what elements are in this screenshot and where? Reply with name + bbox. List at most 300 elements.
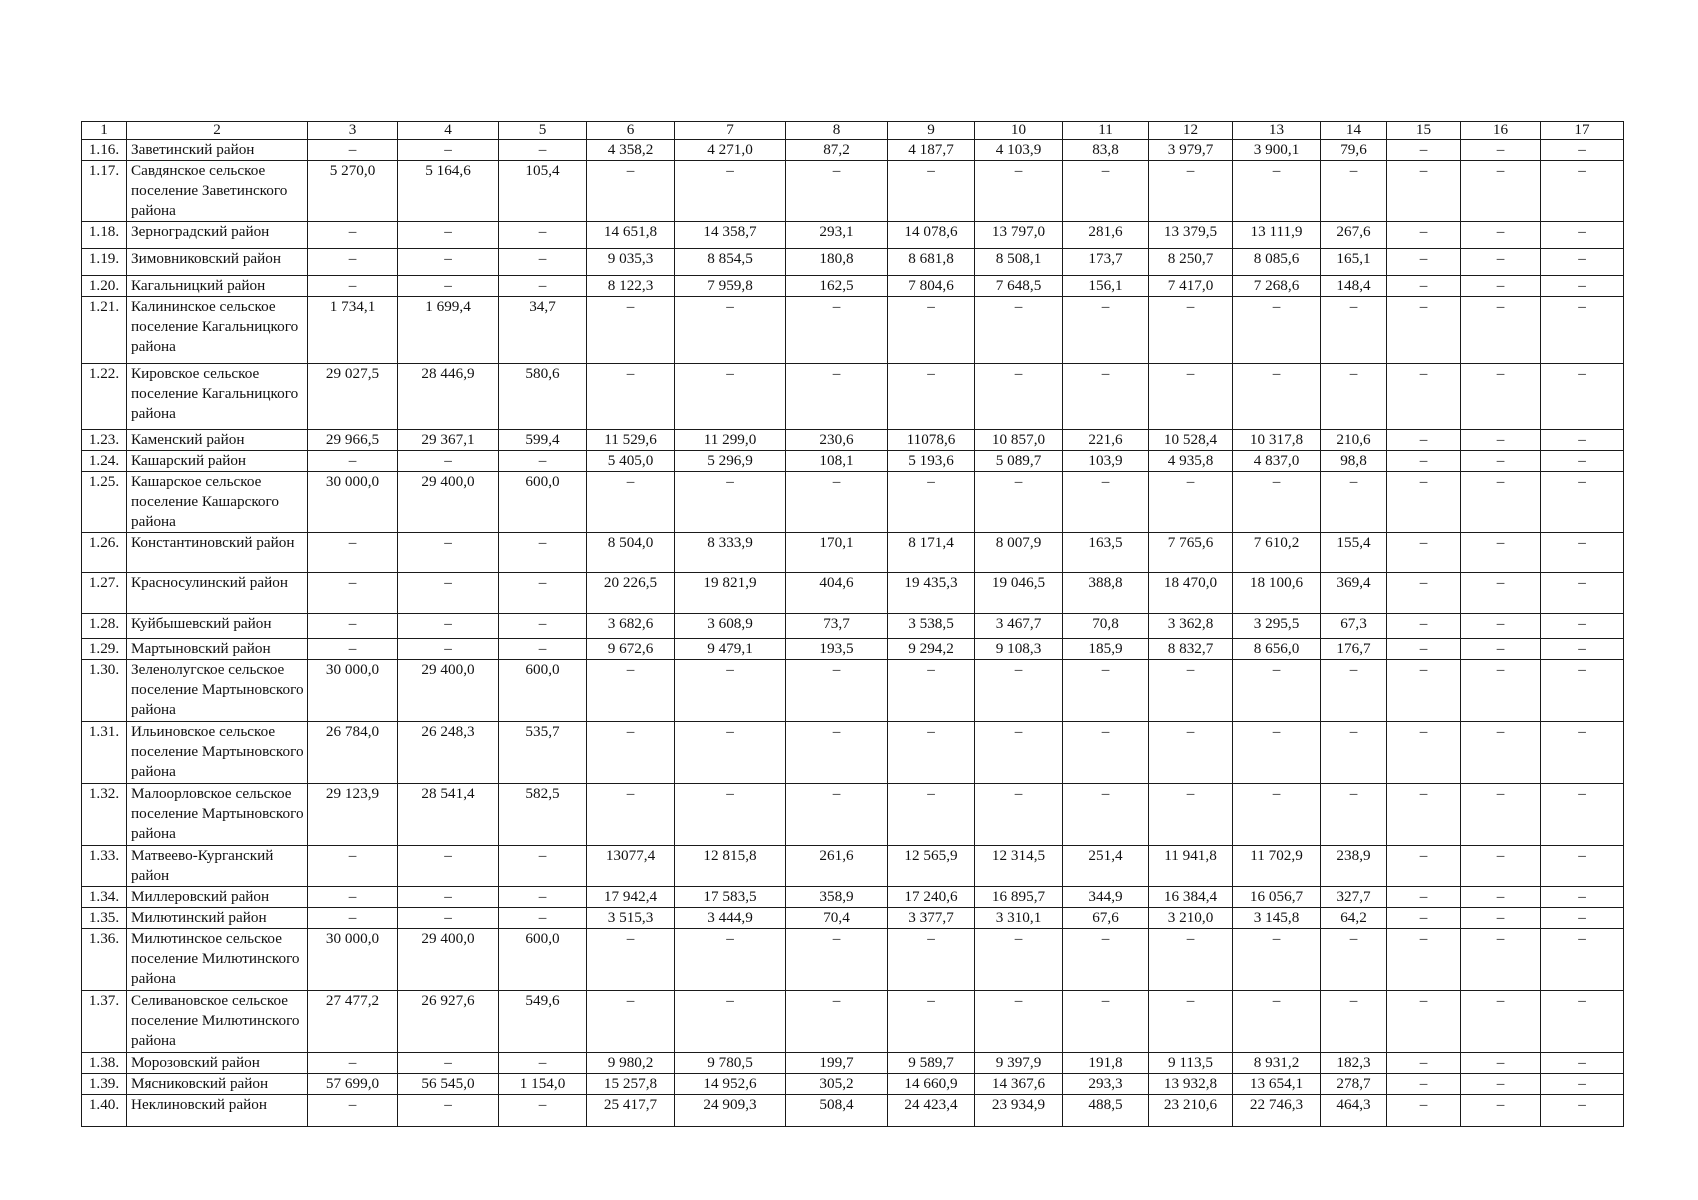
value-cell: 170,1 [786, 533, 888, 573]
value-cell: – [1233, 991, 1321, 1053]
value-cell: 7 268,6 [1233, 276, 1321, 297]
value-cell: 18 100,6 [1233, 573, 1321, 614]
district-name-cell: Савдянское сельское поселение Заветинского района [127, 161, 308, 222]
value-cell: 369,4 [1321, 573, 1387, 614]
value-cell: 176,7 [1321, 639, 1387, 660]
value-cell: 4 935,8 [1149, 451, 1233, 472]
district-name-cell: Ильиновское сельское поселение Мартыновского района [127, 722, 308, 784]
value-cell: 26 927,6 [398, 991, 499, 1053]
value-cell: – [1233, 161, 1321, 222]
table-row [82, 846, 1624, 887]
value-cell: 9 479,1 [675, 639, 786, 660]
value-cell: 163,5 [1063, 533, 1149, 573]
row-number-cell: 1.37. [82, 991, 127, 1053]
value-cell: – [499, 533, 587, 573]
value-cell: 5 405,0 [587, 451, 675, 472]
value-cell: 9 035,3 [587, 249, 675, 276]
value-cell: 3 444,9 [675, 908, 786, 929]
district-name-cell: Милютинский район [127, 908, 308, 929]
table-row [82, 991, 1624, 1053]
value-cell: 8 085,6 [1233, 249, 1321, 276]
value-cell: – [308, 451, 398, 472]
table-row [82, 784, 1624, 846]
value-cell: – [1541, 140, 1624, 161]
value-cell: 5 193,6 [888, 451, 975, 472]
value-cell: 1 154,0 [499, 1074, 587, 1095]
value-cell: 8 171,4 [888, 533, 975, 573]
value-cell: 11 941,8 [1149, 846, 1233, 887]
row-number-cell: 1.33. [82, 846, 127, 887]
value-cell: 582,5 [499, 784, 587, 846]
row-number-cell: 1.24. [82, 451, 127, 472]
value-cell: 3 979,7 [1149, 140, 1233, 161]
value-cell: – [1387, 887, 1461, 908]
value-cell: – [1063, 660, 1149, 722]
column-number-header: 14 [1321, 122, 1387, 140]
value-cell: – [975, 722, 1063, 784]
value-cell: 103,9 [1063, 451, 1149, 472]
value-cell: 7 610,2 [1233, 533, 1321, 573]
value-cell: 191,8 [1063, 1053, 1149, 1074]
column-number-header: 6 [587, 122, 675, 140]
value-cell: 165,1 [1321, 249, 1387, 276]
value-cell: – [1461, 297, 1541, 364]
value-cell: 9 672,6 [587, 639, 675, 660]
value-cell: – [308, 887, 398, 908]
value-cell: – [675, 364, 786, 430]
value-cell: – [1541, 451, 1624, 472]
row-number-cell: 1.19. [82, 249, 127, 276]
value-cell: – [786, 660, 888, 722]
value-cell: – [1541, 846, 1624, 887]
row-number-cell: 1.21. [82, 297, 127, 364]
value-cell: – [1387, 140, 1461, 161]
value-cell: 22 746,3 [1233, 1095, 1321, 1127]
value-cell: – [587, 297, 675, 364]
table-row [82, 887, 1624, 908]
district-name-cell: Миллеровский район [127, 887, 308, 908]
value-cell: 14 358,7 [675, 222, 786, 249]
value-cell: 16 384,4 [1149, 887, 1233, 908]
value-cell: – [1461, 140, 1541, 161]
value-cell: – [1387, 276, 1461, 297]
table-row [82, 222, 1624, 249]
value-cell: 11 702,9 [1233, 846, 1321, 887]
value-cell: 30 000,0 [308, 660, 398, 722]
value-cell: – [1321, 722, 1387, 784]
value-cell: 8 333,9 [675, 533, 786, 573]
value-cell: – [1461, 276, 1541, 297]
value-cell: 267,6 [1321, 222, 1387, 249]
value-cell: – [308, 140, 398, 161]
value-cell: 162,5 [786, 276, 888, 297]
value-cell: 8 681,8 [888, 249, 975, 276]
value-cell: 3 538,5 [888, 614, 975, 639]
value-cell: – [675, 784, 786, 846]
value-cell: – [1387, 784, 1461, 846]
value-cell: – [398, 846, 499, 887]
value-cell: – [1541, 533, 1624, 573]
district-name-cell: Милютинское сельское поселение Милютинского района [127, 929, 308, 991]
value-cell: 535,7 [499, 722, 587, 784]
value-cell: 29 367,1 [398, 430, 499, 451]
value-cell: 261,6 [786, 846, 888, 887]
value-cell: 464,3 [1321, 1095, 1387, 1127]
value-cell: – [1387, 908, 1461, 929]
value-cell: 70,8 [1063, 614, 1149, 639]
value-cell: 281,6 [1063, 222, 1149, 249]
header-row [82, 122, 1624, 140]
district-name-cell: Каменский район [127, 430, 308, 451]
value-cell: 13 379,5 [1149, 222, 1233, 249]
value-cell: – [398, 573, 499, 614]
value-cell: 30 000,0 [308, 929, 398, 991]
value-cell: – [308, 908, 398, 929]
value-cell: – [1233, 660, 1321, 722]
value-cell: 12 815,8 [675, 846, 786, 887]
row-number-cell: 1.25. [82, 472, 127, 533]
value-cell: 3 467,7 [975, 614, 1063, 639]
value-cell: – [1541, 222, 1624, 249]
value-cell: 4 358,2 [587, 140, 675, 161]
row-number-cell: 1.34. [82, 887, 127, 908]
value-cell: 14 952,6 [675, 1074, 786, 1095]
value-cell: – [786, 297, 888, 364]
district-name-cell: Морозовский район [127, 1053, 308, 1074]
value-cell: 29 123,9 [308, 784, 398, 846]
value-cell: 26 784,0 [308, 722, 398, 784]
value-cell: – [975, 364, 1063, 430]
value-cell: 56 545,0 [398, 1074, 499, 1095]
value-cell: 251,4 [1063, 846, 1149, 887]
value-cell: – [1321, 472, 1387, 533]
district-name-cell: Заветинский район [127, 140, 308, 161]
value-cell: – [587, 161, 675, 222]
value-cell: 230,6 [786, 430, 888, 451]
value-cell: 19 046,5 [975, 573, 1063, 614]
value-cell: – [1541, 1074, 1624, 1095]
value-cell: 67,6 [1063, 908, 1149, 929]
value-cell: – [1461, 929, 1541, 991]
value-cell: – [1149, 784, 1233, 846]
value-cell: 4 271,0 [675, 140, 786, 161]
value-cell: 344,9 [1063, 887, 1149, 908]
value-cell: – [975, 297, 1063, 364]
value-cell: – [675, 722, 786, 784]
value-cell: 10 857,0 [975, 430, 1063, 451]
column-number-header: 17 [1541, 122, 1624, 140]
value-cell: – [1387, 161, 1461, 222]
value-cell: 1 734,1 [308, 297, 398, 364]
value-cell: 13077,4 [587, 846, 675, 887]
table-row [82, 533, 1624, 573]
value-cell: – [1541, 722, 1624, 784]
value-cell: 5 089,7 [975, 451, 1063, 472]
value-cell: 29 400,0 [398, 660, 499, 722]
value-cell: – [1541, 472, 1624, 533]
value-cell: – [499, 908, 587, 929]
row-number-cell: 1.35. [82, 908, 127, 929]
district-name-cell: Куйбышевский район [127, 614, 308, 639]
row-number-cell: 1.27. [82, 573, 127, 614]
value-cell: – [975, 161, 1063, 222]
value-cell: – [1541, 249, 1624, 276]
value-cell: – [1387, 929, 1461, 991]
value-cell: 3 900,1 [1233, 140, 1321, 161]
value-cell: – [499, 1095, 587, 1127]
district-name-cell: Зерноградский район [127, 222, 308, 249]
value-cell: – [888, 660, 975, 722]
table-row [82, 364, 1624, 430]
value-cell: 17 240,6 [888, 887, 975, 908]
value-cell: 17 942,4 [587, 887, 675, 908]
district-name-cell: Неклиновский район [127, 1095, 308, 1127]
value-cell: 10 317,8 [1233, 430, 1321, 451]
value-cell: 15 257,8 [587, 1074, 675, 1095]
value-cell: 28 541,4 [398, 784, 499, 846]
value-cell: – [786, 929, 888, 991]
value-cell: – [1387, 573, 1461, 614]
value-cell: – [398, 276, 499, 297]
value-cell: – [499, 140, 587, 161]
value-cell: – [308, 1053, 398, 1074]
value-cell: 358,9 [786, 887, 888, 908]
value-cell: 508,4 [786, 1095, 888, 1127]
row-number-cell: 1.28. [82, 614, 127, 639]
value-cell: – [1321, 660, 1387, 722]
value-cell: – [398, 451, 499, 472]
table-row [82, 472, 1624, 533]
value-cell: 14 367,6 [975, 1074, 1063, 1095]
value-cell: 155,4 [1321, 533, 1387, 573]
value-cell: 278,7 [1321, 1074, 1387, 1095]
value-cell: 5 296,9 [675, 451, 786, 472]
value-cell: – [675, 472, 786, 533]
value-cell: 182,3 [1321, 1053, 1387, 1074]
value-cell: – [786, 991, 888, 1053]
value-cell: – [1541, 887, 1624, 908]
value-cell: 9 780,5 [675, 1053, 786, 1074]
value-cell: 34,7 [499, 297, 587, 364]
value-cell: 20 226,5 [587, 573, 675, 614]
value-cell: 3 608,9 [675, 614, 786, 639]
value-cell: 180,8 [786, 249, 888, 276]
column-number-header: 8 [786, 122, 888, 140]
value-cell: – [1461, 1053, 1541, 1074]
value-cell: 5 270,0 [308, 161, 398, 222]
value-cell: 580,6 [499, 364, 587, 430]
value-cell: 24 909,3 [675, 1095, 786, 1127]
value-cell: 64,2 [1321, 908, 1387, 929]
value-cell: – [308, 573, 398, 614]
value-cell: – [398, 533, 499, 573]
value-cell: 11 529,6 [587, 430, 675, 451]
row-number-cell: 1.36. [82, 929, 127, 991]
value-cell: – [308, 249, 398, 276]
value-cell: – [786, 784, 888, 846]
value-cell: – [1233, 784, 1321, 846]
value-cell: – [499, 887, 587, 908]
value-cell: 549,6 [499, 991, 587, 1053]
value-cell: – [587, 472, 675, 533]
district-name-cell: Малоорловское сельское поселение Мартыновского района [127, 784, 308, 846]
value-cell: 9 397,9 [975, 1053, 1063, 1074]
table-row [82, 1053, 1624, 1074]
value-cell: – [1461, 846, 1541, 887]
value-cell: 9 980,2 [587, 1053, 675, 1074]
value-cell: – [308, 639, 398, 660]
value-cell: – [1461, 472, 1541, 533]
value-cell: – [1541, 660, 1624, 722]
value-cell: – [1387, 614, 1461, 639]
row-number-cell: 1.26. [82, 533, 127, 573]
value-cell: 221,6 [1063, 430, 1149, 451]
value-cell: – [1387, 991, 1461, 1053]
value-cell: – [499, 639, 587, 660]
value-cell: – [1387, 364, 1461, 430]
value-cell: – [1321, 364, 1387, 430]
column-number-header: 11 [1063, 122, 1149, 140]
value-cell: 9 113,5 [1149, 1053, 1233, 1074]
value-cell: 83,8 [1063, 140, 1149, 161]
value-cell: 98,8 [1321, 451, 1387, 472]
value-cell: 7 648,5 [975, 276, 1063, 297]
value-cell: – [675, 660, 786, 722]
district-name-cell: Зеленолугское сельское поселение Мартыновского района [127, 660, 308, 722]
value-cell: – [1541, 1053, 1624, 1074]
table-row [82, 722, 1624, 784]
value-cell: 23 934,9 [975, 1095, 1063, 1127]
value-cell: – [1063, 929, 1149, 991]
value-cell: – [1387, 1053, 1461, 1074]
value-cell: – [786, 161, 888, 222]
district-name-cell: Кагальницкий район [127, 276, 308, 297]
value-cell: – [1387, 430, 1461, 451]
value-cell: – [308, 614, 398, 639]
district-name-cell: Матвеево-Курганский район [127, 846, 308, 887]
value-cell: 27 477,2 [308, 991, 398, 1053]
value-cell: – [975, 472, 1063, 533]
value-cell: 13 111,9 [1233, 222, 1321, 249]
column-number-header: 16 [1461, 122, 1541, 140]
value-cell: – [1387, 297, 1461, 364]
row-number-cell: 1.31. [82, 722, 127, 784]
value-cell: 7 959,8 [675, 276, 786, 297]
value-cell: 148,4 [1321, 276, 1387, 297]
column-number-header: 5 [499, 122, 587, 140]
row-number-cell: 1.17. [82, 161, 127, 222]
value-cell: 600,0 [499, 929, 587, 991]
value-cell: – [1461, 660, 1541, 722]
value-cell: 16 895,7 [975, 887, 1063, 908]
row-number-cell: 1.29. [82, 639, 127, 660]
value-cell: – [1541, 908, 1624, 929]
value-cell: 19 435,3 [888, 573, 975, 614]
value-cell: – [308, 533, 398, 573]
value-cell: 600,0 [499, 660, 587, 722]
value-cell: – [1321, 297, 1387, 364]
district-name-cell: Кировское сельское поселение Кагальницкого района [127, 364, 308, 430]
value-cell: – [499, 249, 587, 276]
value-cell: 8 504,0 [587, 533, 675, 573]
value-cell: 293,1 [786, 222, 888, 249]
value-cell: 108,1 [786, 451, 888, 472]
value-cell: – [975, 784, 1063, 846]
value-cell: – [1063, 991, 1149, 1053]
column-number-header: 15 [1387, 122, 1461, 140]
value-cell: 25 417,7 [587, 1095, 675, 1127]
value-cell: – [1233, 722, 1321, 784]
value-cell: – [1149, 297, 1233, 364]
value-cell: 599,4 [499, 430, 587, 451]
value-cell: – [1149, 161, 1233, 222]
table-row [82, 140, 1624, 161]
value-cell: – [1461, 161, 1541, 222]
value-cell: – [499, 451, 587, 472]
value-cell: – [499, 573, 587, 614]
value-cell: 14 651,8 [587, 222, 675, 249]
value-cell: 8 508,1 [975, 249, 1063, 276]
value-cell: – [1149, 364, 1233, 430]
table-row [82, 908, 1624, 929]
value-cell: 600,0 [499, 472, 587, 533]
column-number-header: 10 [975, 122, 1063, 140]
value-cell: 210,6 [1321, 430, 1387, 451]
value-cell: – [1461, 1074, 1541, 1095]
value-cell: – [1541, 784, 1624, 846]
value-cell: – [888, 991, 975, 1053]
value-cell: 4 103,9 [975, 140, 1063, 161]
value-cell: 7 765,6 [1149, 533, 1233, 573]
value-cell: 57 699,0 [308, 1074, 398, 1095]
value-cell: – [587, 784, 675, 846]
value-cell: – [587, 722, 675, 784]
value-cell: – [1461, 614, 1541, 639]
value-cell: – [398, 222, 499, 249]
value-cell: – [1387, 1095, 1461, 1127]
value-cell: – [1063, 472, 1149, 533]
district-name-cell: Константиновский район [127, 533, 308, 573]
value-cell: – [786, 364, 888, 430]
value-cell: 28 446,9 [398, 364, 499, 430]
value-cell: 9 294,2 [888, 639, 975, 660]
district-name-cell: Красносулинский район [127, 573, 308, 614]
value-cell: 17 583,5 [675, 887, 786, 908]
value-cell: – [1233, 297, 1321, 364]
value-cell: – [1461, 533, 1541, 573]
value-cell: – [398, 1095, 499, 1127]
value-cell: – [308, 846, 398, 887]
value-cell: 26 248,3 [398, 722, 499, 784]
value-cell: 7 417,0 [1149, 276, 1233, 297]
value-cell: 3 295,5 [1233, 614, 1321, 639]
value-cell: – [1541, 161, 1624, 222]
value-cell: 29 400,0 [398, 472, 499, 533]
value-cell: 87,2 [786, 140, 888, 161]
row-number-cell: 1.18. [82, 222, 127, 249]
value-cell: – [499, 614, 587, 639]
value-cell: 30 000,0 [308, 472, 398, 533]
value-cell: – [1541, 276, 1624, 297]
value-cell: – [1387, 451, 1461, 472]
value-cell: 4 837,0 [1233, 451, 1321, 472]
value-cell: – [1541, 929, 1624, 991]
value-cell: 12 314,5 [975, 846, 1063, 887]
table-row [82, 249, 1624, 276]
value-cell: – [888, 297, 975, 364]
value-cell: – [888, 929, 975, 991]
table-row [82, 161, 1624, 222]
